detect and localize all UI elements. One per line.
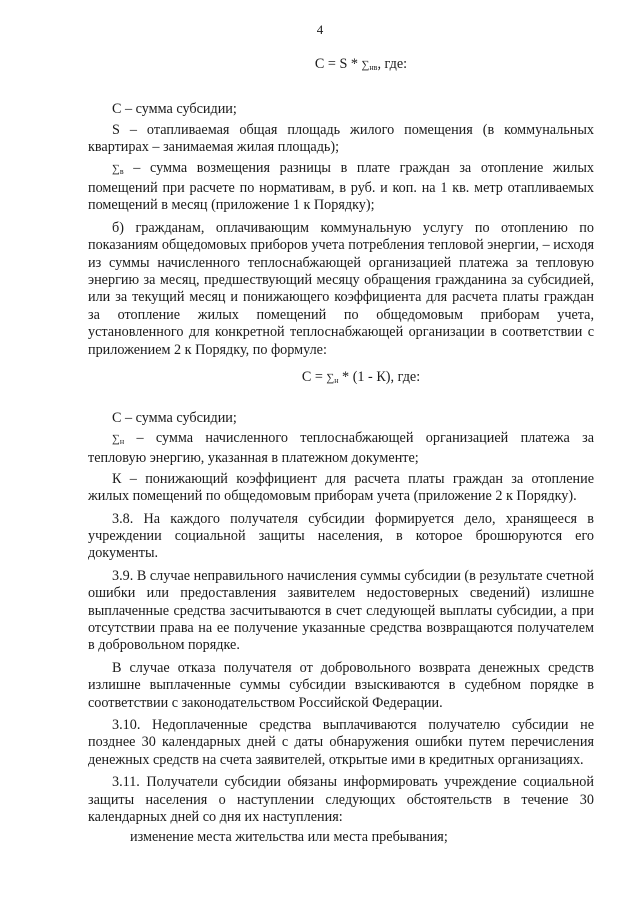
sigma-symbol: ∑: [112, 432, 120, 445]
clause-3-11: 3.11. Получатели субсидии обязаны информировать учреждение социальной защиты населения о наступлении следующих обстоятельств в течение 30 календарных дней со дня их наступления:: [88, 774, 594, 826]
list-item-residence-change: изменение места жительства или места пребывания;: [130, 829, 448, 846]
definition-sigma-v-text: – сумма возмещения разницы в плате граждан за отопление жилых помещений при расчете по нормативам, в руб. и коп. на 1 кв. метр отапливаемых помещений в месяц (приложение 1 к Порядку);: [88, 159, 595, 214]
sigma-symbol: ∑: [326, 372, 335, 385]
definition-k: К – понижающий коэффициент для расчета платы граждан за отопление жилых помещений по общедомовым приборам учета (приложение 2 к Порядку).: [88, 470, 594, 505]
page-number: 4: [316, 22, 324, 37]
clause-3-10: 3.10. Недоплаченные средства выплачиваются получателю субсидии не позднее 30 календарных дней с даты обнаружения ошибки путем перечисления денежных средств на счета заявителей, открытые ими в кредитных организациях.: [88, 717, 594, 768]
formula-subsidy-meter: [88, 369, 594, 389]
formula-lhs: С = S *: [314, 56, 362, 72]
document-body: [88, 56, 594, 847]
sigma-subscript: н: [119, 436, 125, 446]
definition-c: С – сумма субсидии;: [112, 101, 237, 118]
paragraph-b: б) гражданам, оплачивающим коммунальную услугу по отоплению по показаниям общедомовых приборов учета потребления тепловой энергии, – исходя из суммы начисленного теплоснабжающей организацией платежа за тепловую энергию за месяц, предшествующий месяцу обращения гражданина за субсидией, или за текущий месяц и понижающего коэффициента для расчета платы граждан за отопление жилых помещений по общедомовым приборам учета, установленного для конкретной теплоснабжающей организации в соответствии с приложением 2 к Порядку, по формуле:: [88, 219, 594, 358]
sigma-subscript: н: [334, 376, 339, 386]
clause-3-9: 3.9. В случае неправильного начисления суммы субсидии (в результате счетной ошибки или предоставления заявителем недостоверных сведений) излишне выплаченные средства засчитываются в счет следующей выплаты субсидии, а при отсутствии права на ее получение указанные средства возвращаются получателем в добровольном порядке.: [88, 567, 594, 654]
sigma-subscript: в: [119, 166, 124, 176]
definition-c-2: С – сумма субсидии;: [112, 409, 237, 426]
formula-subsidy-area: [88, 56, 594, 76]
clause-3-8: 3.8. На каждого получателя субсидии формируется дело, хранящееся в учреждении социальной защиты населения, в которое брошюруются его документы.: [88, 510, 594, 562]
formula-lhs: С =: [301, 369, 327, 386]
formula-tail: , где:: [377, 56, 408, 72]
definition-s: S – отапливаемая общая площадь жилого помещения (в коммунальных квартирах – занимаемая жилая площадь);: [88, 121, 594, 156]
sigma-symbol: ∑: [112, 162, 120, 175]
definition-sigma-n: [88, 430, 594, 468]
sigma-subscript: нв: [369, 63, 378, 72]
formula-tail: * (1 - К), где:: [338, 369, 421, 386]
definition-sigma-v: [88, 160, 594, 215]
sigma-symbol: ∑: [361, 59, 370, 71]
clause-3-9-refusal: В случае отказа получателя от добровольного возврата денежных средств излишне выплаченные суммы субсидии взыскиваются в судебном порядке в соответствии с законодательством Российской Федерации.: [88, 659, 594, 711]
definition-sigma-n-text: – сумма начисленного теплоснабжающей организацией платежа за тепловую энергию, указанная в платежном документе;: [88, 429, 594, 467]
